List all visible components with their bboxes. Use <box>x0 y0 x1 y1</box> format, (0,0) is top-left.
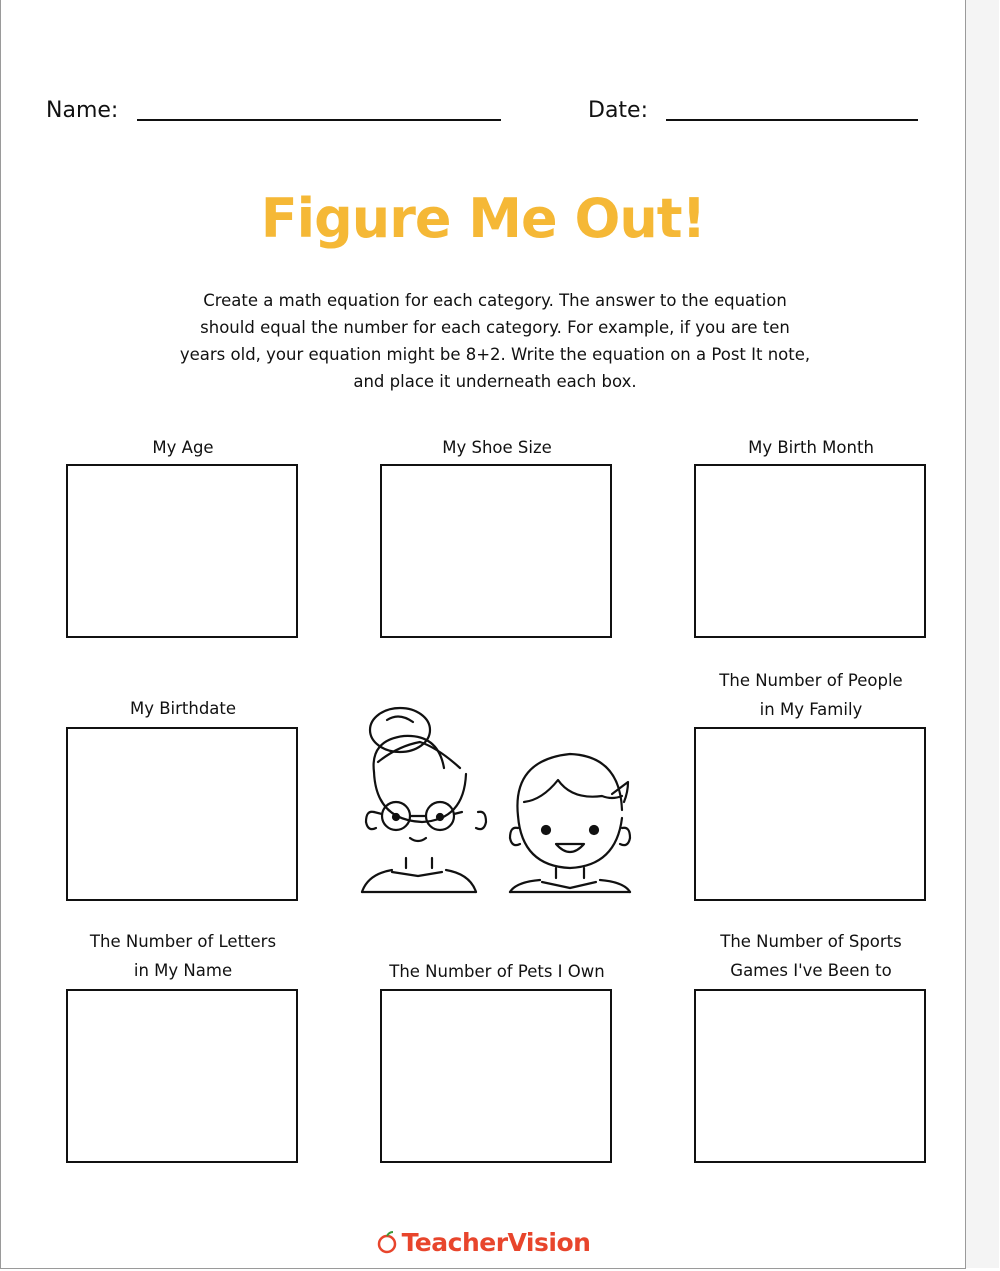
category-label-letters-in-name <box>33 927 333 985</box>
category-label-line: My Shoe Size <box>442 438 552 457</box>
answer-box-letters-in-name[interactable] <box>66 989 298 1163</box>
category-label-sports-games <box>661 927 961 985</box>
answer-box-birthdate[interactable] <box>66 727 298 901</box>
answer-box-sports-games[interactable] <box>694 989 926 1163</box>
date-label: Date: <box>588 98 648 123</box>
category-label-line: The Number of People <box>719 671 903 690</box>
teachervision-logo <box>0 1228 966 1257</box>
instructions <box>150 287 840 395</box>
instructions-line: should equal the number for each category. For example, if you are ten <box>200 318 790 337</box>
category-label-line: My Birthdate <box>129 699 237 718</box>
category-label-line: The Number of Pets I Own <box>389 962 605 981</box>
category-label-pets <box>347 957 647 986</box>
category-label-line: My Birth Month <box>748 438 874 457</box>
logo-text: TeacherVision <box>401 1228 591 1257</box>
page-title: Figure Me Out! <box>260 187 706 250</box>
category-label-birth-month <box>661 433 961 462</box>
instructions-line: and place it underneath each box. <box>353 372 637 391</box>
category-label-line: in My Family <box>759 700 863 719</box>
category-label-shoe-size <box>347 433 647 462</box>
two-children-icon <box>352 700 638 900</box>
category-label-my-age <box>33 433 333 462</box>
name-label: Name: <box>46 98 119 123</box>
answer-box-shoe-size[interactable] <box>380 464 612 638</box>
answer-box-my-age[interactable] <box>66 464 298 638</box>
category-label-line: Games I've Been to <box>730 961 892 980</box>
instructions-line: Create a math equation for each category. The answer to the equation <box>203 291 787 310</box>
apple-icon <box>376 1230 398 1254</box>
category-label-people-in-family <box>661 666 961 724</box>
answer-box-people-in-family[interactable] <box>694 727 926 901</box>
answer-box-pets[interactable] <box>380 989 612 1163</box>
date-field-line[interactable] <box>666 119 918 121</box>
answer-box-birth-month[interactable] <box>694 464 926 638</box>
instructions-line: years old, your equation might be 8+2. Write the equation on a Post It note, <box>179 345 811 364</box>
category-label-birthdate <box>33 694 333 723</box>
category-label-line: The Number of Sports <box>720 932 902 951</box>
category-label-line: in My Name <box>133 961 233 980</box>
category-label-line: My Age <box>152 438 214 457</box>
name-field-line[interactable] <box>137 119 501 121</box>
category-label-line: The Number of Letters <box>89 932 277 951</box>
